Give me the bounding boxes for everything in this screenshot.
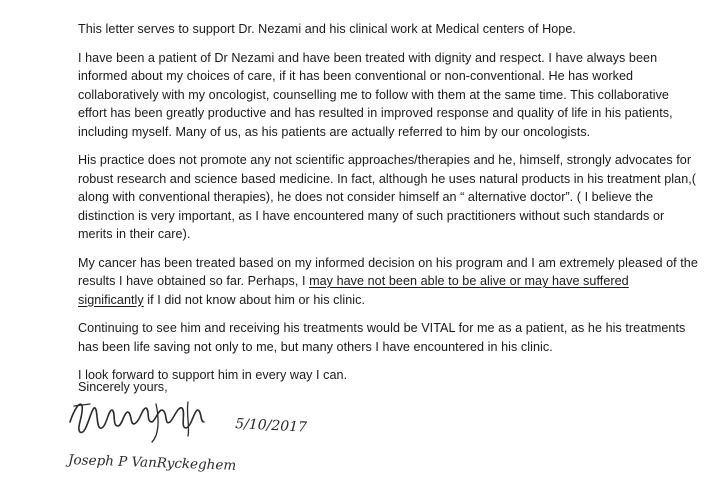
paragraph-support: I look forward to support him in every way I can. bbox=[78, 368, 348, 382]
letter-body bbox=[78, 20, 698, 395]
paragraph-results bbox=[78, 254, 698, 310]
handwritten-signature bbox=[60, 392, 340, 497]
results-underlined-text: may have not been able to be alive or may have suffered significantly bbox=[78, 274, 629, 307]
results-text-before: My cancer has been treated based on my informed decision on his program and I am extremely pleased of the results I have obtained so far. Perhaps, I bbox=[78, 255, 698, 288]
signature-block bbox=[60, 392, 340, 497]
results-text-after: if I did not know about him or his clinic. bbox=[143, 292, 365, 307]
signature-name: Joseph P VanRyckeghem bbox=[67, 452, 237, 474]
paragraph-continuing: Continuing to see him and receiving his treatments would be VITAL for me as a patient, as he his treatments has been life saving not only to me, but many others I have encountered in his clinic. bbox=[78, 321, 686, 354]
paragraph-treatment: I have been a patient of Dr Nezami and have been treated with dignity and respect. I have always been informed about my choices of care, if it has been conventional or non-conventional. He has worked collaboratively with my oncologist, counselling me to follow with them at the same time. This collaborative effort has been greatly productive and has resulted in improved response and quality of life in his patients, including myself. Many of us, as his patients are actually referred to him by our oncologists. bbox=[78, 50, 673, 139]
paragraph-practice: His practice does not promote any not scientific approaches/therapies and he, himself, strongly advocates for robust research and science based medicine. In fact, although he uses natural products in his treatment plan,( along with conventional therapies), he does not consider himself an “ alternative doctor”. ( I believe the distinction is very important, as I have encountered many of such practitioners without such standards or merits in their care). bbox=[78, 153, 697, 241]
paragraph-intro: This letter serves to support Dr. Nezami and his clinical work at Medical centers of Hope. bbox=[78, 22, 576, 36]
signature-date: 5/10/2017 bbox=[234, 416, 308, 436]
closing-salutation: Sincerely yours, bbox=[78, 380, 168, 394]
